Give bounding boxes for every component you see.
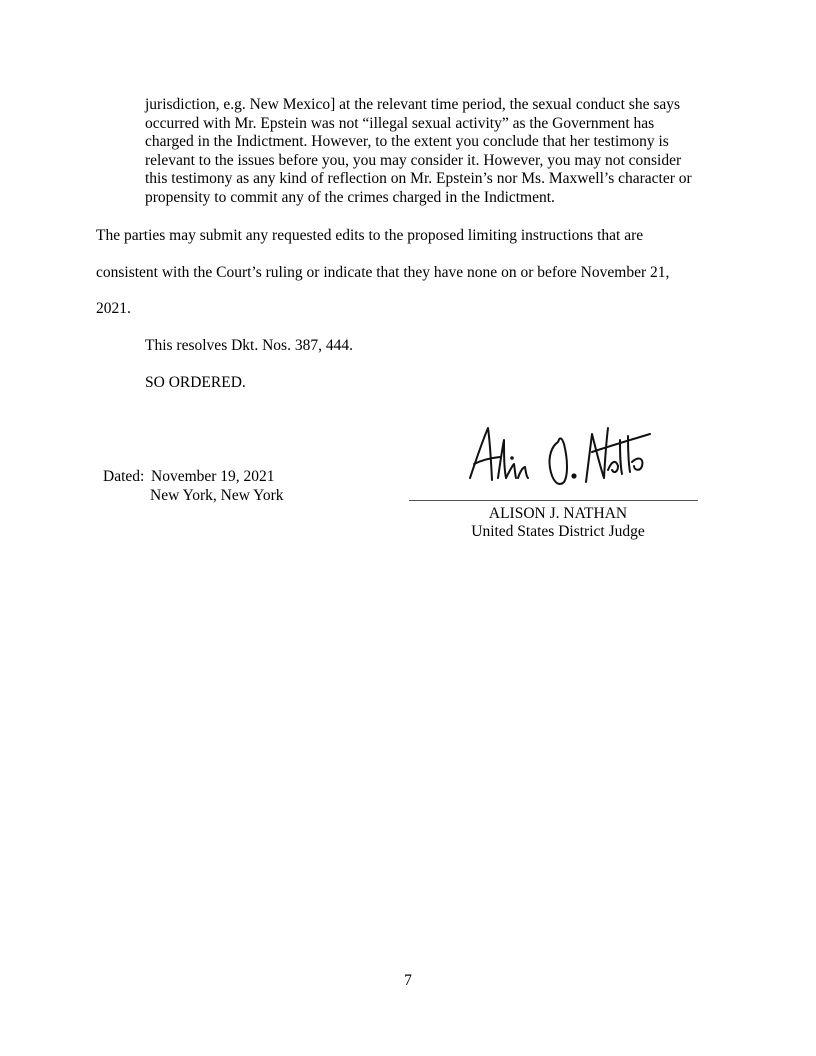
page-number: 7	[404, 972, 412, 989]
quote-line: relevant to the issues before you, you may consider it. However, you may not consider	[145, 151, 682, 169]
dated-date: November 19, 2021	[151, 468, 275, 485]
so-ordered: SO ORDERED.	[145, 374, 246, 391]
paragraph-line: The parties may submit any requested edits to the proposed limiting instructions that are	[96, 227, 644, 244]
signature-line	[409, 500, 698, 501]
quote-line: this testimony as any kind of reflection on Mr. Epstein’s nor Ms. Maxwell’s character or	[145, 170, 692, 187]
dated-label: Dated:	[103, 468, 145, 485]
dated-place: New York, New York	[150, 487, 284, 504]
quote-line: occurred with Mr. Epstein was not “illegal sexual activity” as the Government has	[145, 114, 655, 132]
judge-name: ALISON J. NATHAN	[488, 505, 628, 522]
quote-line: jurisdiction, e.g. New Mexico] at the relevant time period, the sexual conduct she says	[145, 96, 681, 113]
limiting-instruction-quote	[145, 96, 692, 207]
paragraph-line: 2021.	[96, 300, 131, 317]
judge-title: United States District Judge	[471, 523, 645, 540]
resolves-line: This resolves Dkt. Nos. 387, 444.	[145, 337, 353, 354]
quote-line: charged in the Indictment. However, to the extent you conclude that her testimony is	[145, 133, 669, 150]
quote-line: propensity to commit any of the crimes charged in the Indictment.	[145, 188, 555, 206]
paragraph-line: consistent with the Court’s ruling or indicate that they have none on or before November 21,	[96, 264, 670, 281]
judge-signature	[460, 420, 660, 492]
